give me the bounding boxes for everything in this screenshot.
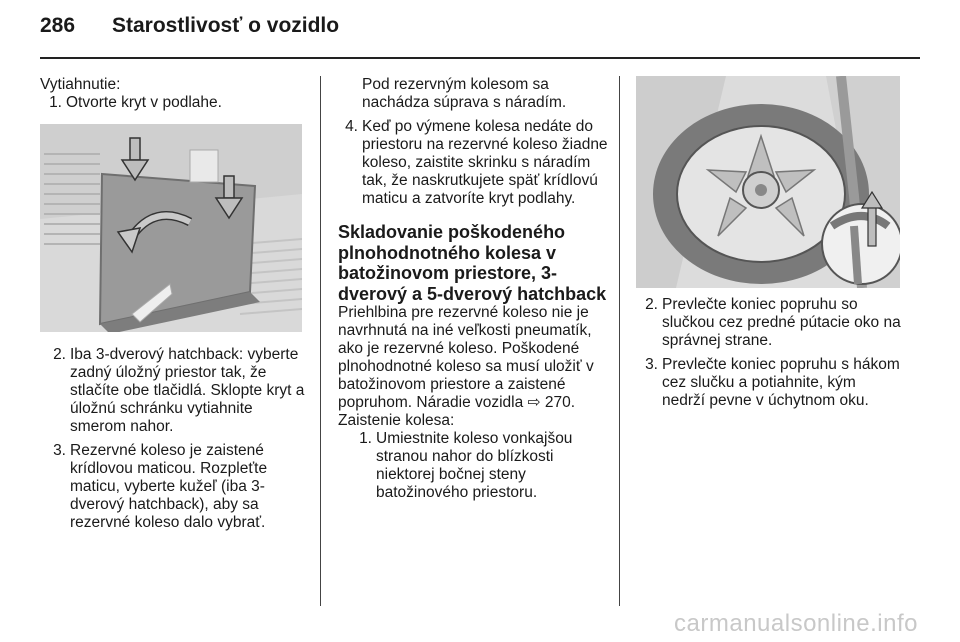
- step-item: [636, 296, 902, 350]
- floor-cover-illustration: [40, 124, 302, 332]
- toolkit-note: Pod rezervným kolesom sa nachádza súprava s náradím.: [362, 76, 567, 111]
- step-text: Keď po výmene kolesa nedáte do priestoru na rezervné koleso žiadne koleso, zaistite skrinku s náradím tak, že naskrutkujete späť krídlovú maticu a zatvoríte kryt podlahy.: [362, 118, 608, 207]
- left-column-top: [40, 76, 308, 112]
- step-item: [40, 94, 308, 112]
- section-heading: Skladovanie poškodeného plnohodnotného kolesa v batožinovom priestore, 3-dverový a 5-dverový hatchback: [338, 222, 607, 304]
- wheel-strap-drawing: [636, 76, 900, 288]
- step-item: [338, 118, 608, 208]
- steps-list-c: [338, 118, 608, 208]
- step-number: 3.: [645, 356, 658, 373]
- step-item: [40, 346, 308, 436]
- section-body: Priehlbina pre rezervné koleso nie je navrhnutá na iné veľkosti pneumatík, ako je rezervné koleso. Poškodené plnohodnotné koleso sa musí uložiť v batožinovom priestore a zaistené popruhom. Náradie vozidla ⇨ 270.: [338, 304, 594, 411]
- step-text: Prevlečte koniec popruhu so slučkou cez predné pútacie oko na správnej strane.: [662, 296, 901, 349]
- step-text: Rezervné koleso je zaistené krídlovou maticou. Rozpleťte maticu, vyberte kužeľ (iba 3-dverový hatchback), aby sa rezervné koleso dalo vybrať.: [70, 442, 268, 531]
- step-text: Otvorte kryt v podlahe.: [66, 94, 222, 111]
- step-number: 1.: [359, 430, 372, 447]
- left-column-bottom: [40, 346, 308, 532]
- steps-list-a: [40, 94, 308, 112]
- step-text: Prevlečte koniec popruhu s hákom cez slučku a potiahnite, kým nedrží pevne v úchytnom oku.: [662, 356, 900, 409]
- page-number: 286: [40, 14, 76, 37]
- steps-list-b: [40, 346, 308, 532]
- securing-label: Zaistenie kolesa:: [338, 412, 455, 429]
- step-item: [346, 430, 608, 502]
- right-column: [636, 296, 902, 410]
- watermark: carmanualsonline.info: [674, 610, 918, 637]
- header-rule: [40, 57, 920, 59]
- chapter-title: Starostlivosť o vozidlo: [112, 14, 340, 37]
- column-divider-left: [320, 76, 321, 606]
- step-item: [636, 356, 902, 410]
- wheel-strap-illustration: [636, 76, 900, 288]
- securing-steps-list: [346, 430, 608, 502]
- step-number: 1.: [49, 94, 62, 111]
- step-item: [40, 442, 308, 532]
- column-divider-right: [619, 76, 620, 606]
- floor-cover-drawing: [40, 124, 302, 332]
- step-text: Iba 3-dverový hatchback: vyberte zadný úložný priestor tak, že stlačíte obe tlačidlá. Sklopte kryt a úložnú schránku vytiahnite smerom nahor.: [70, 346, 305, 435]
- step-text: Umiestnite koleso vonkajšou stranou nahor do blízkosti niektorej bočnej steny batožinového priestoru.: [376, 430, 573, 501]
- intro-label: Vytiahnutie:: [40, 76, 121, 93]
- step-number: 4.: [345, 118, 358, 135]
- middle-column: [338, 76, 608, 502]
- step-number: 3.: [53, 442, 66, 459]
- step-number: 2.: [53, 346, 66, 363]
- step-number: 2.: [645, 296, 658, 313]
- steps-list-d: [636, 296, 902, 410]
